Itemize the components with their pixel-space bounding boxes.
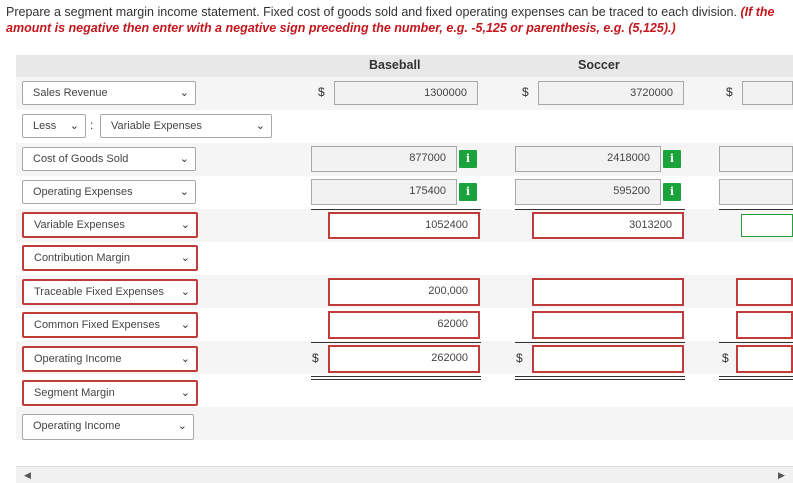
variable-expenses-header-select[interactable] — [100, 114, 272, 138]
cost-of-goods-sold-select[interactable] — [22, 147, 196, 171]
traceable-fixed-soccer-input[interactable] — [532, 278, 684, 306]
operating-expenses-label: Operating Expenses — [33, 186, 133, 198]
common-fixed-total-input[interactable] — [736, 311, 793, 339]
dollar-sign: $ — [726, 85, 733, 99]
dollar-sign: $ — [722, 351, 729, 365]
common-fixed-soccer-input[interactable] — [532, 311, 684, 339]
total-double-underline — [719, 376, 793, 377]
scroll-right-icon[interactable]: ▶ — [778, 470, 785, 480]
contribution-margin-select[interactable] — [22, 245, 198, 271]
variable-expenses-label: Variable Expenses — [34, 219, 125, 231]
variable-expenses-select[interactable] — [22, 212, 198, 238]
info-icon[interactable]: i — [663, 183, 681, 201]
operating-expenses-select[interactable] — [22, 180, 196, 204]
common-fixed-expenses-select[interactable] — [22, 312, 198, 338]
chevron-down-icon: ⌄ — [180, 319, 190, 331]
chevron-down-icon: ⌄ — [69, 120, 79, 132]
subtotal-underline — [719, 209, 793, 210]
subtotal-underline — [311, 342, 481, 343]
total-double-underline — [311, 379, 481, 380]
chevron-down-icon: ⌄ — [180, 353, 190, 365]
operating-income-label: Operating Income — [34, 353, 122, 365]
dollar-sign: $ — [522, 85, 529, 99]
chevron-down-icon: ⌄ — [180, 252, 190, 264]
opex-soccer-input[interactable]: 595200 — [515, 179, 661, 205]
column-header-baseball: Baseball — [369, 58, 421, 72]
horizontal-scrollbar[interactable] — [16, 466, 793, 483]
opex-total-input[interactable] — [719, 179, 793, 205]
less-label: Less — [33, 120, 57, 132]
sales-revenue-select[interactable] — [22, 81, 196, 105]
chevron-down-icon: ⌄ — [179, 186, 189, 198]
column-header-soccer: Soccer — [578, 58, 620, 72]
common-fixed-expenses-label: Common Fixed Expenses — [34, 319, 160, 331]
traceable-fixed-total-input[interactable] — [736, 278, 793, 306]
chevron-down-icon: ⌄ — [179, 153, 189, 165]
instructions-emphasis: (If the amount is negative then enter with a negative sign preceding the number, e.g. -5,125 or parenthesis, e.g. (5,125).) — [6, 5, 775, 35]
traceable-fixed-baseball-input[interactable]: 200,000 — [328, 278, 480, 306]
income-statement-table — [16, 55, 793, 452]
chevron-down-icon: ⌄ — [180, 387, 190, 399]
chevron-down-icon: ⌄ — [255, 120, 265, 132]
cost-of-goods-sold-label: Cost of Goods Sold — [33, 153, 129, 165]
cogs-soccer-input[interactable]: 2418000 — [515, 146, 661, 172]
traceable-fixed-expenses-select[interactable] — [22, 279, 198, 305]
subtotal-underline — [515, 209, 685, 210]
sales-revenue-baseball-input[interactable]: 1300000 — [334, 81, 478, 105]
segment-margin-label: Segment Margin — [34, 387, 115, 399]
sales-revenue-label: Sales Revenue — [33, 87, 108, 99]
colon-separator: : — [90, 118, 94, 132]
dollar-sign: $ — [312, 351, 319, 365]
chevron-down-icon: ⌄ — [180, 219, 190, 231]
opex-baseball-input[interactable]: 175400 — [311, 179, 457, 205]
dollar-sign: $ — [516, 351, 523, 365]
total-double-underline — [311, 376, 481, 377]
chevron-down-icon: ⌄ — [179, 87, 189, 99]
total-double-underline — [515, 379, 685, 380]
chevron-down-icon: ⌄ — [180, 286, 190, 298]
info-icon[interactable]: i — [459, 150, 477, 168]
segment-margin-select[interactable] — [22, 380, 198, 406]
subtotal-underline — [311, 209, 481, 210]
subtotal-underline — [719, 342, 793, 343]
operating-income-select[interactable] — [22, 346, 198, 372]
instructions-text — [6, 4, 786, 36]
operating-income-2-label: Operating Income — [33, 420, 121, 432]
variable-expenses-header-label: Variable Expenses — [111, 120, 202, 132]
dollar-sign: $ — [318, 85, 325, 99]
variable-expenses-total-input[interactable] — [741, 214, 793, 237]
instructions-plain: Prepare a segment margin income statement. Fixed cost of goods sold and fixed operating expenses can be traced to each division. — [6, 5, 741, 19]
scroll-left-icon[interactable]: ◀ — [24, 470, 31, 480]
variable-expenses-baseball-input[interactable]: 1052400 — [328, 212, 480, 239]
less-select[interactable] — [22, 114, 86, 138]
variable-expenses-soccer-input[interactable]: 3013200 — [532, 212, 684, 239]
sales-revenue-soccer-input[interactable]: 3720000 — [538, 81, 684, 105]
operating-income-2-select[interactable] — [22, 414, 194, 440]
info-icon[interactable]: i — [459, 183, 477, 201]
cogs-baseball-input[interactable]: 877000 — [311, 146, 457, 172]
cogs-total-input[interactable] — [719, 146, 793, 172]
chevron-down-icon: ⌄ — [177, 420, 187, 432]
operating-income-total-input[interactable] — [736, 345, 793, 373]
total-double-underline — [719, 379, 793, 380]
total-double-underline — [515, 376, 685, 377]
contribution-margin-label: Contribution Margin — [34, 252, 130, 264]
operating-income-baseball-input[interactable]: 262000 — [328, 345, 480, 373]
operating-income-soccer-input[interactable] — [532, 345, 684, 373]
info-icon[interactable]: i — [663, 150, 681, 168]
traceable-fixed-expenses-label: Traceable Fixed Expenses — [34, 286, 164, 298]
subtotal-underline — [515, 342, 685, 343]
common-fixed-baseball-input[interactable]: 62000 — [328, 311, 480, 339]
sales-revenue-total-input[interactable] — [742, 81, 793, 105]
